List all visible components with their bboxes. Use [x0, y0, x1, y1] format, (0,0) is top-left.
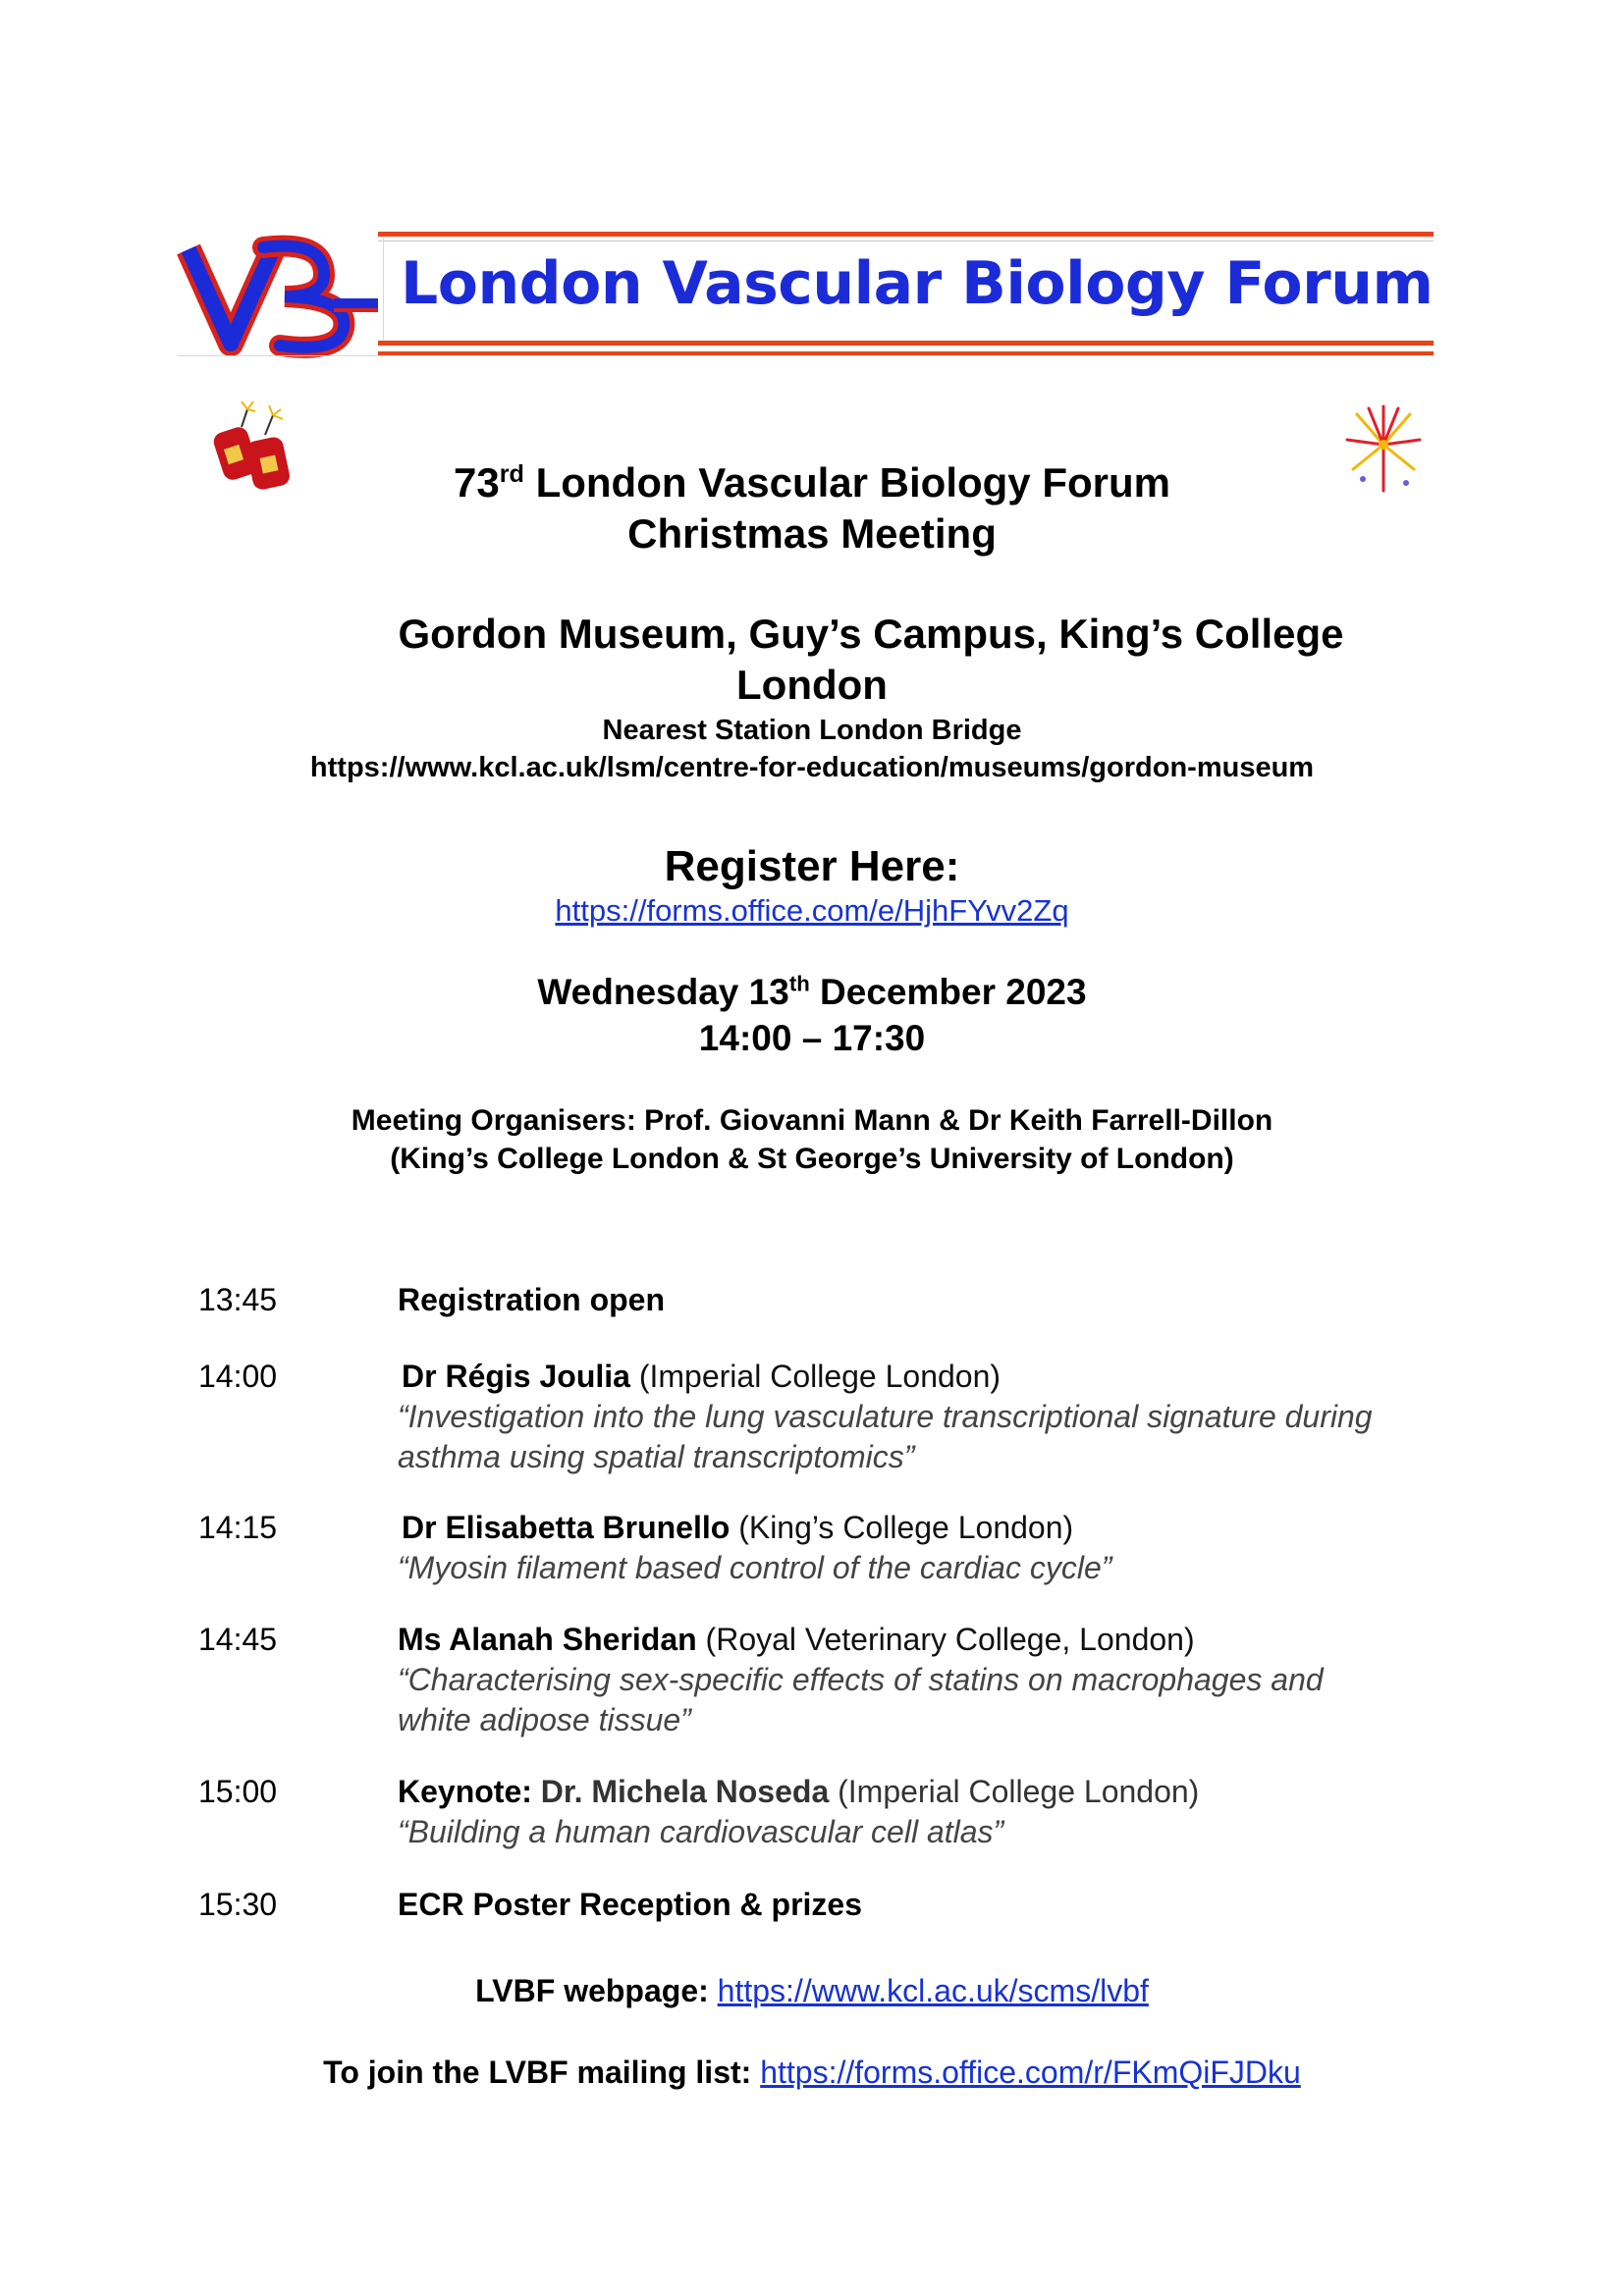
meeting-number-suffix: rd [499, 460, 524, 488]
speaker-affiliation: (Royal Veterinary College, London) [696, 1622, 1195, 1657]
mailing-label: To join the LVBF mailing list: [323, 2055, 752, 2090]
talk-title: “Building a human cardiovascular cell atlas” [398, 1814, 1004, 1849]
meeting-number: 73 [454, 459, 500, 506]
speaker-affiliation: (Imperial College London) [829, 1774, 1200, 1809]
mailing-list [0, 2055, 1624, 2091]
talk-title-cont: white adipose tissue” [398, 1702, 691, 1737]
meeting-title-text: London Vascular Biology Forum [523, 459, 1170, 506]
agenda-time: 14:45 [198, 1622, 278, 1657]
banner-rule-top [378, 232, 1434, 237]
banner-rule-bottom-2 [378, 351, 1434, 355]
date-day: Wednesday 13 [537, 972, 789, 1012]
date-rest: December 2023 [809, 972, 1087, 1012]
agenda-time: 14:15 [198, 1510, 278, 1545]
banner-underline [177, 355, 383, 356]
talk-title-cont: asthma using spatial transcriptomics” [398, 1439, 915, 1474]
webpage-label: LVBF webpage: [475, 1973, 709, 2008]
lvbf-webpage [0, 1973, 1624, 2009]
organisers-line-1: Meeting Organisers: Prof. Giovanni Mann & Dr Keith Farrell-Dillon [351, 1104, 1273, 1137]
banner-rule-bottom-1 [378, 341, 1434, 346]
agenda-time: 15:00 [198, 1774, 278, 1809]
meeting-subtitle: Christmas Meeting [627, 510, 997, 557]
agenda-time: 15:30 [198, 1887, 278, 1922]
meeting-title [0, 459, 1624, 507]
talk-title: “Myosin filament based control of the cardiac cycle” [398, 1550, 1112, 1585]
date-suffix: th [788, 971, 810, 996]
venue-line-1: Gordon Museum, Guy’s Campus, King’s College [398, 611, 1344, 657]
venue-line-2: London [736, 662, 888, 708]
talk-title: “Investigation into the lung vasculature transcriptional signature during [398, 1399, 1373, 1434]
speaker-name: Dr Elisabetta Brunello [402, 1510, 731, 1545]
agenda-time: 13:45 [198, 1282, 278, 1317]
banner-title: London Vascular Biology Forum [401, 249, 1434, 318]
meeting-time: 14:00 – 17:30 [698, 1018, 926, 1058]
venue-url[interactable]: https://www.kcl.ac.uk/lsm/centre-for-education/museums/gordon-museum [309, 752, 1315, 783]
agenda-item [398, 1359, 1373, 1475]
talk-title: “Characterising sex-specific effects of statins on macrophages and [398, 1662, 1324, 1697]
meeting-date [0, 972, 1624, 1013]
mailing-link[interactable]: https://forms.office.com/r/FKmQiFJDku [760, 2055, 1301, 2090]
organisers-line-2: (King’s College London & St George’s University of London) [390, 1143, 1234, 1175]
nearest-station: Nearest Station London Bridge [602, 715, 1022, 746]
agenda-item [398, 1622, 1324, 1738]
register-link[interactable]: https://forms.office.com/e/HjhFYvv2Zq [555, 893, 1069, 928]
banner [177, 228, 1434, 360]
speaker-affiliation: (King’s College London) [730, 1510, 1074, 1545]
agenda-item [398, 1510, 1111, 1586]
agenda-label: ECR Poster Reception & prizes [398, 1887, 862, 1922]
agenda-time: 14:00 [198, 1359, 278, 1394]
banner-divider [383, 238, 384, 346]
keynote-label: Keynote: [398, 1774, 532, 1809]
agenda-item [398, 1774, 1199, 1850]
agenda-label: Registration open [398, 1282, 666, 1317]
webpage-link[interactable]: https://www.kcl.ac.uk/scms/lvbf [717, 1973, 1149, 2008]
lvbf-logo [177, 228, 383, 360]
speaker-name: Dr Régis Joulia [402, 1359, 630, 1394]
speaker-name: Dr. Michela Noseda [531, 1774, 830, 1809]
register-heading: Register Here: [664, 842, 960, 890]
banner-rule-grey [378, 240, 1434, 241]
speaker-name: Ms Alanah Sheridan [398, 1622, 697, 1657]
speaker-affiliation: (Imperial College London) [629, 1359, 1001, 1394]
